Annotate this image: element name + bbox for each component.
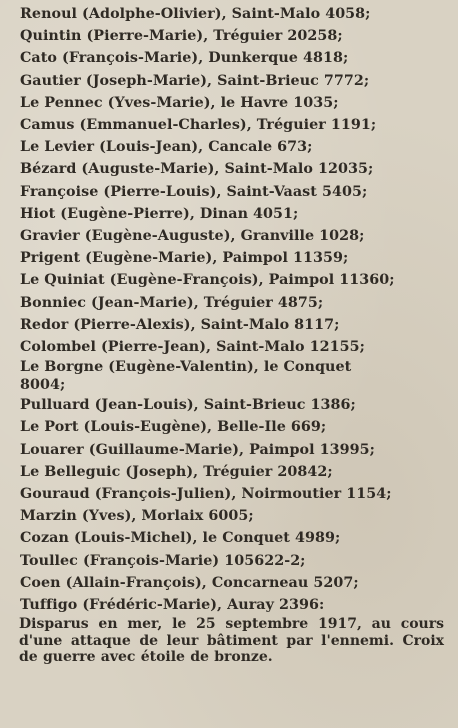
list-item: Marzin (Yves), Morlaix 6005; bbox=[20, 508, 254, 525]
list-item: Gautier (Joseph-Marie), Saint-Brieuc 7772; bbox=[20, 72, 370, 89]
list-item: Gravier (Eugène-Auguste), Granville 1028; bbox=[20, 228, 365, 245]
list-item: Le Quiniat (Eugène-François), Paimpol 11360; bbox=[20, 272, 395, 289]
casualty-list bbox=[20, 3, 450, 616]
list-item: Bézard (Auguste-Marie), Saint-Malo 12035; bbox=[20, 161, 374, 178]
list-item: Toullec (François-Marie) 105622-2; bbox=[20, 552, 306, 569]
list-item-line: 8004; bbox=[20, 377, 66, 394]
list-item: Pulluard (Jean-Louis), Saint-Brieuc 1386; bbox=[20, 397, 356, 414]
list-item: Gouraud (François-Julien), Noirmoutier 1154; bbox=[20, 486, 392, 503]
list-item-line: Le Borgne (Eugène-Valentin), le Conquet bbox=[20, 359, 352, 376]
list-item: Coen (Allain-François), Concarneau 5207; bbox=[20, 574, 359, 591]
list-item: Le Port (Louis-Eugène), Belle-Ile 669; bbox=[20, 419, 327, 436]
list-item: Camus (Emmanuel-Charles), Tréguier 1191; bbox=[20, 117, 377, 134]
list-item: Colombel (Pierre-Jean), Saint-Malo 12155; bbox=[20, 339, 365, 356]
list-item: Redor (Pierre-Alexis), Saint-Malo 8117; bbox=[20, 316, 340, 333]
list-item: Cato (François-Marie), Dunkerque 4818; bbox=[20, 50, 349, 67]
list-item: Cozan (Louis-Michel), le Conquet 4989; bbox=[20, 530, 341, 547]
list-item: Louarer (Guillaume-Marie), Paimpol 13995; bbox=[20, 441, 375, 458]
list-item: Prigent (Eugène-Marie), Paimpol 11359; bbox=[20, 250, 349, 267]
list-item: Le Levier (Louis-Jean), Cancale 673; bbox=[20, 139, 313, 156]
list-item: Tuffigo (Frédéric-Marie), Auray 2396: bbox=[20, 597, 325, 614]
list-item: Bonniec (Jean-Marie), Tréguier 4875; bbox=[20, 294, 324, 311]
list-item-wrapped bbox=[5, 358, 450, 394]
list-item: Le Belleguic (Joseph), Tréguier 20842; bbox=[20, 463, 333, 480]
list-item: Quintin (Pierre-Marie), Tréguier 20258; bbox=[20, 28, 343, 45]
closing-note: Disparus en mer, le 25 septembre 1917, au cours d'une attaque de leur bâtiment par l'ennemi. Croix de guerre avec étoile de bronze. bbox=[19, 616, 444, 666]
list-item: Françoise (Pierre-Louis), Saint-Vaast 5405; bbox=[20, 183, 368, 200]
list-item: Le Pennec (Yves-Marie), le Havre 1035; bbox=[20, 94, 339, 111]
list-item: Renoul (Adolphe-Olivier), Saint-Malo 4058; bbox=[20, 6, 371, 22]
list-item: Hiot (Eugène-Pierre), Dinan 4051; bbox=[20, 205, 299, 222]
